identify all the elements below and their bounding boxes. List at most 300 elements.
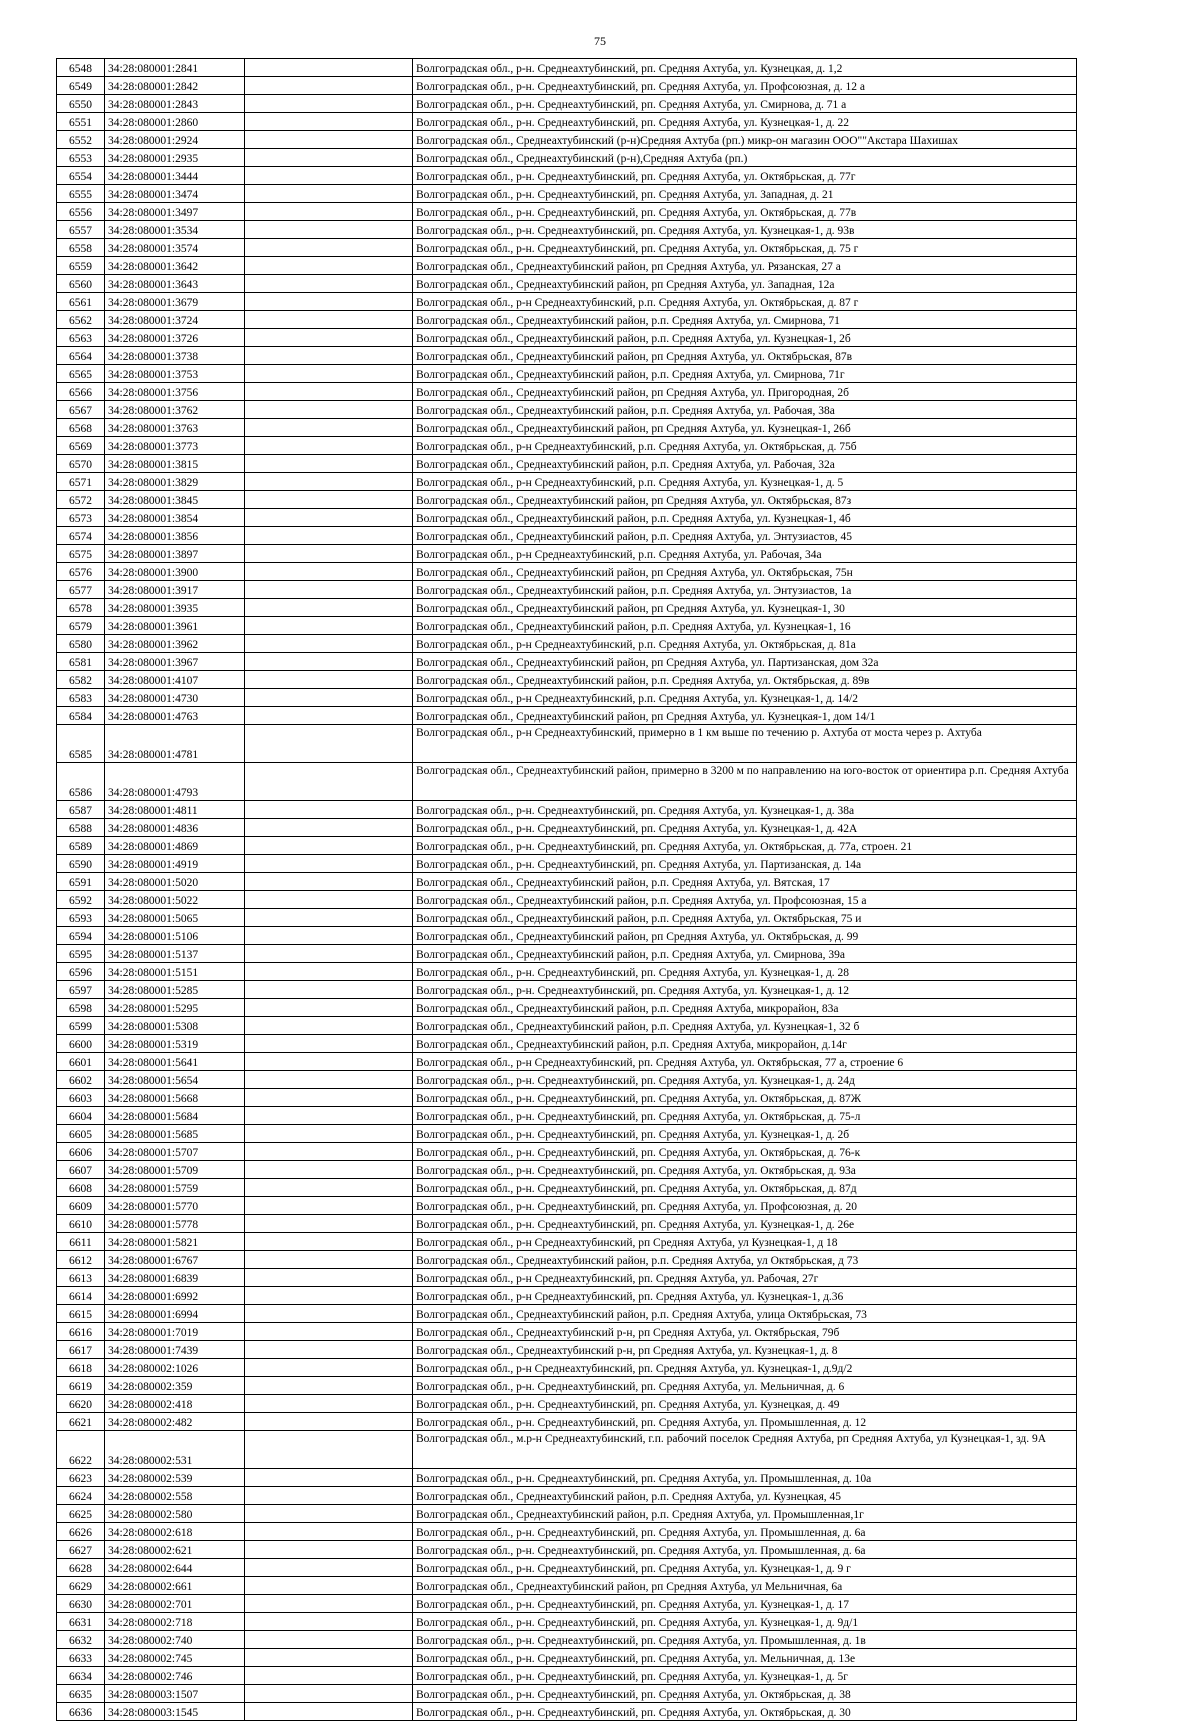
row-number: 6586: [57, 763, 105, 801]
address: Волгоградская обл., р-н. Среднеахтубинский, рп. Средняя Ахтуба, ул. Октябрьская, д. 77г: [413, 167, 1077, 185]
cadastral-number: 34:28:080002:740: [105, 1631, 245, 1649]
address: Волгоградская обл., р-н. Среднеахтубинский, рп. Средняя Ахтуба, ул. Мельничная, д. 13е: [413, 1649, 1077, 1667]
cadastral-number: 34:28:080002:618: [105, 1523, 245, 1541]
empty-cell: [245, 981, 413, 999]
cadastral-number: 34:28:080001:3753: [105, 365, 245, 383]
row-number: 6612: [57, 1251, 105, 1269]
table-row: [57, 1017, 1077, 1035]
row-number: 6624: [57, 1487, 105, 1505]
row-number: 6631: [57, 1613, 105, 1631]
cadastral-number: 34:28:080002:746: [105, 1667, 245, 1685]
empty-cell: [245, 185, 413, 203]
address: Волгоградская обл., м.р-н Среднеахтубинский, г.п. рабочий поселок Средняя Ахтуба, рп Средняя Ахтуба, ул Кузнецкая-1, зд. 9А: [413, 1431, 1077, 1469]
table-row: [57, 1269, 1077, 1287]
cadastral-number: 34:28:080001:5709: [105, 1161, 245, 1179]
table-row: [57, 131, 1077, 149]
address: Волгоградская обл., р-н. Среднеахтубинский, рп. Средняя Ахтуба, ул. Кузнецкая-1, д. 38а: [413, 801, 1077, 819]
page-number: 75: [594, 34, 606, 48]
address: Волгоградская обл., Среднеахтубинский район, рп Средняя Ахтуба, ул. Октябрьская, 87з: [413, 491, 1077, 509]
row-number: 6603: [57, 1089, 105, 1107]
table-row: [57, 1053, 1077, 1071]
cadastral-number: 34:28:080002:539: [105, 1469, 245, 1487]
address: Волгоградская обл., Среднеахтубинский район, рп Средняя Ахтуба, ул. Партизанская, дом 32а: [413, 653, 1077, 671]
row-number: 6574: [57, 527, 105, 545]
table-row: [57, 1523, 1077, 1541]
address: Волгоградская обл., р-н. Среднеахтубинский, рп. Средняя Ахтуба, ул. Кузнецкая-1, д. 5г: [413, 1667, 1077, 1685]
table-row: [57, 1667, 1077, 1685]
cadastral-number: 34:28:080002:621: [105, 1541, 245, 1559]
table-row: [57, 419, 1077, 437]
address: Волгоградская обл., Среднеахтубинский район, рп Средняя Ахтуба, ул. Западная, 12а: [413, 275, 1077, 293]
address: Волгоградская обл., р-н Среднеахтубинский, рп. Средняя Ахтуба, ул. Кузнецкая-1, д.9д/2: [413, 1359, 1077, 1377]
table-row: [57, 1541, 1077, 1559]
table-row: [57, 1359, 1077, 1377]
empty-cell: [245, 1233, 413, 1251]
cadastral-number: 34:28:080001:5654: [105, 1071, 245, 1089]
table-row: [57, 1395, 1077, 1413]
address: Волгоградская обл., р-н Среднеахтубинский, р.п. Средняя Ахтуба, ул. Октябрьская, д. 75б: [413, 437, 1077, 455]
empty-cell: [245, 763, 413, 801]
address: Волгоградская обл., р-н. Среднеахтубинский, рп. Средняя Ахтуба, ул. Кузнецкая-1, д. 22: [413, 113, 1077, 131]
empty-cell: [245, 545, 413, 563]
cadastral-number: 34:28:080001:5641: [105, 1053, 245, 1071]
empty-cell: [245, 873, 413, 891]
address: Волгоградская обл., р-н. Среднеахтубинский, рп. Средняя Ахтуба, ул. Промышленная, д. 12: [413, 1413, 1077, 1431]
table-row: [57, 945, 1077, 963]
empty-cell: [245, 1469, 413, 1487]
table-row: [57, 1703, 1077, 1721]
address: Волгоградская обл., Среднеахтубинский район, рп Средняя Ахтуба, ул. Пригородная, 2б: [413, 383, 1077, 401]
address: Волгоградская обл., р-н Среднеахтубинский, рп. Средняя Ахтуба, ул. Кузнецкая-1, д.36: [413, 1287, 1077, 1305]
empty-cell: [245, 1053, 413, 1071]
row-number: 6592: [57, 891, 105, 909]
row-number: 6618: [57, 1359, 105, 1377]
address: Волгоградская обл., р-н Среднеахтубинский, рп. Средняя Ахтуба, ул. Рабочая, 27г: [413, 1269, 1077, 1287]
cadastral-number: 34:28:080001:5065: [105, 909, 245, 927]
address: Волгоградская обл., р-н Среднеахтубинский, р.п. Средняя Ахтуба, ул. Октябрьская, д. 87 г: [413, 293, 1077, 311]
table-row: [57, 855, 1077, 873]
table-row: [57, 329, 1077, 347]
cadastral-number: 34:28:080001:4781: [105, 725, 245, 763]
cadastral-number: 34:28:080003:1507: [105, 1685, 245, 1703]
row-number: 6557: [57, 221, 105, 239]
cadastral-number: 34:28:080001:7439: [105, 1341, 245, 1359]
table-row: [57, 1233, 1077, 1251]
table-row: [57, 185, 1077, 203]
table-row: [57, 927, 1077, 945]
table-row: [57, 581, 1077, 599]
row-number: 6602: [57, 1071, 105, 1089]
table-row: [57, 383, 1077, 401]
address: Волгоградская обл., р-н. Среднеахтубинский, рп. Средняя Ахтуба, ул. Кузнецкая-1, д. 26е: [413, 1215, 1077, 1233]
table-row: [57, 1089, 1077, 1107]
row-number: 6571: [57, 473, 105, 491]
table-row: [57, 401, 1077, 419]
cadastral-number: 34:28:080001:4811: [105, 801, 245, 819]
empty-cell: [245, 239, 413, 257]
row-number: 6601: [57, 1053, 105, 1071]
row-number: 6619: [57, 1377, 105, 1395]
cadastral-number: 34:28:080002:701: [105, 1595, 245, 1613]
row-number: 6563: [57, 329, 105, 347]
cadastral-number: 34:28:080001:5295: [105, 999, 245, 1017]
address: Волгоградская обл., р-н. Среднеахтубинский, рп. Средняя Ахтуба, ул. Кузнецкая, д. 1,2: [413, 59, 1077, 77]
table-row: [57, 707, 1077, 725]
address: Волгоградская обл., р-н. Среднеахтубинский, рп. Средняя Ахтуба, ул. Октябрьская, д. 77в: [413, 203, 1077, 221]
address: Волгоградская обл., р-н. Среднеахтубинский, рп. Средняя Ахтуба, ул. Западная, д. 21: [413, 185, 1077, 203]
empty-cell: [245, 1631, 413, 1649]
table-row: [57, 455, 1077, 473]
table-row: [57, 1143, 1077, 1161]
cadastral-number: 34:28:080002:644: [105, 1559, 245, 1577]
address: Волгоградская обл., р-н. Среднеахтубинский, рп. Средняя Ахтуба, ул. Октябрьская, д. 75 г: [413, 239, 1077, 257]
row-number: 6576: [57, 563, 105, 581]
address: Волгоградская обл., Среднеахтубинский район, р.п. Средняя Ахтуба, ул. Октябрьская, д. 89в: [413, 671, 1077, 689]
address: Волгоградская обл., р-н. Среднеахтубинский, рп. Средняя Ахтуба, ул. Октябрьская, д. 87Ж: [413, 1089, 1077, 1107]
cadastral-number: 34:28:080001:5778: [105, 1215, 245, 1233]
empty-cell: [245, 1107, 413, 1125]
cadastral-number: 34:28:080001:4107: [105, 671, 245, 689]
table-row: [57, 311, 1077, 329]
empty-cell: [245, 999, 413, 1017]
cadastral-number: 34:28:080001:3773: [105, 437, 245, 455]
table-row: [57, 689, 1077, 707]
address: Волгоградская обл., Среднеахтубинский район, примерно в 3200 м по направлению на юго-восток от ориентира р.п. Средняя Ахтуба: [413, 763, 1077, 801]
cadastral-number: 34:28:080001:3756: [105, 383, 245, 401]
empty-cell: [245, 617, 413, 635]
address: Волгоградская обл., Среднеахтубинский р-н, рп Средняя Ахтуба, ул. Кузнецкая-1, д. 8: [413, 1341, 1077, 1359]
table-row: [57, 1215, 1077, 1233]
address: Волгоградская обл., Среднеахтубинский район, р.п. Средняя Ахтуба, ул. Рабочая, 38а: [413, 401, 1077, 419]
row-number: 6636: [57, 1703, 105, 1721]
cadastral-number: 34:28:080001:3815: [105, 455, 245, 473]
row-number: 6554: [57, 167, 105, 185]
table-row: [57, 1251, 1077, 1269]
row-number: 6635: [57, 1685, 105, 1703]
address: Волгоградская обл., р-н. Среднеахтубинский, рп. Средняя Ахтуба, ул. Профсоюзная, д. 20: [413, 1197, 1077, 1215]
table-row: [57, 1431, 1077, 1469]
empty-cell: [245, 455, 413, 473]
cadastral-number: 34:28:080001:3763: [105, 419, 245, 437]
address: Волгоградская обл., р-н. Среднеахтубинский, рп. Средняя Ахтуба, ул. Кузнецкая-1, д. 17: [413, 1595, 1077, 1613]
empty-cell: [245, 1089, 413, 1107]
row-number: 6569: [57, 437, 105, 455]
empty-cell: [245, 365, 413, 383]
empty-cell: [245, 1685, 413, 1703]
table-row: [57, 203, 1077, 221]
table-row: [57, 1161, 1077, 1179]
cadastral-number: 34:28:080001:6767: [105, 1251, 245, 1269]
cadastral-number: 34:28:080001:3961: [105, 617, 245, 635]
row-number: 6625: [57, 1505, 105, 1523]
row-number: 6558: [57, 239, 105, 257]
table-row: [57, 1469, 1077, 1487]
empty-cell: [245, 689, 413, 707]
address: Волгоградская обл., Среднеахтубинский район, р.п. Средняя Ахтуба, ул. Промышленная,1г: [413, 1505, 1077, 1523]
table-row: [57, 1197, 1077, 1215]
row-number: 6590: [57, 855, 105, 873]
table-row: [57, 1323, 1077, 1341]
cadastral-number: 34:28:080002:418: [105, 1395, 245, 1413]
row-number: 6613: [57, 1269, 105, 1287]
empty-cell: [245, 707, 413, 725]
table-row: [57, 1577, 1077, 1595]
cadastral-number: 34:28:080002:558: [105, 1487, 245, 1505]
row-number: 6617: [57, 1341, 105, 1359]
cadastral-number: 34:28:080001:3726: [105, 329, 245, 347]
empty-cell: [245, 653, 413, 671]
empty-cell: [245, 855, 413, 873]
row-number: 6575: [57, 545, 105, 563]
address: Волгоградская обл., Среднеахтубинский район, р.п. Средняя Ахтуба, ул. Кузнецкая-1, 16: [413, 617, 1077, 635]
empty-cell: [245, 1649, 413, 1667]
table-row: [57, 725, 1077, 763]
address: Волгоградская обл., Среднеахтубинский район, р.п. Средняя Ахтуба, ул. Профсоюзная, 15 а: [413, 891, 1077, 909]
empty-cell: [245, 419, 413, 437]
address: Волгоградская обл., р-н. Среднеахтубинский, рп. Средняя Ахтуба, ул. Кузнецкая-1, д. 24д: [413, 1071, 1077, 1089]
address: Волгоградская обл., р-н. Среднеахтубинский, рп. Средняя Ахтуба, ул. Октябрьская, д. 30: [413, 1703, 1077, 1721]
cadastral-number: 34:28:080001:5685: [105, 1125, 245, 1143]
table-row: [57, 873, 1077, 891]
address: Волгоградская обл., Среднеахтубинский район, р.п. Средняя Ахтуба, ул. Кузнецкая-1, 2б: [413, 329, 1077, 347]
row-number: 6615: [57, 1305, 105, 1323]
table-row: [57, 1487, 1077, 1505]
row-number: 6560: [57, 275, 105, 293]
cadastral-number: 34:28:080001:3474: [105, 185, 245, 203]
address: Волгоградская обл., Среднеахтубинский район, рп Средняя Ахтуба, ул. Кузнецкая-1, 30: [413, 599, 1077, 617]
empty-cell: [245, 329, 413, 347]
table-row: [57, 1413, 1077, 1431]
row-number: 6634: [57, 1667, 105, 1685]
table-row: [57, 963, 1077, 981]
row-number: 6582: [57, 671, 105, 689]
cadastral-number: 34:28:080001:5821: [105, 1233, 245, 1251]
empty-cell: [245, 963, 413, 981]
table-row: [57, 1305, 1077, 1323]
cadastral-number: 34:28:080002:531: [105, 1431, 245, 1469]
cadastral-number: 34:28:080001:3738: [105, 347, 245, 365]
table-row: [57, 221, 1077, 239]
table-row: [57, 167, 1077, 185]
table-row: [57, 1559, 1077, 1577]
row-number: 6550: [57, 95, 105, 113]
row-number: 6620: [57, 1395, 105, 1413]
address: Волгоградская обл., р-н. Среднеахтубинский, рп. Средняя Ахтуба, ул. Мельничная, д. 6: [413, 1377, 1077, 1395]
address: Волгоградская обл., Среднеахтубинский район, р.п. Средняя Ахтуба, ул. Кузнецкая-1, 4б: [413, 509, 1077, 527]
row-number: 6591: [57, 873, 105, 891]
empty-cell: [245, 149, 413, 167]
table-row: [57, 635, 1077, 653]
address: Волгоградская обл., Среднеахтубинский район, р.п. Средняя Ахтуба, ул. Вятская, 17: [413, 873, 1077, 891]
row-number: 6627: [57, 1541, 105, 1559]
empty-cell: [245, 725, 413, 763]
address: Волгоградская обл., р-н. Среднеахтубинский, рп. Средняя Ахтуба, ул. Октябрьская, д. 75-л: [413, 1107, 1077, 1125]
cadastral-number: 34:28:080001:3724: [105, 311, 245, 329]
empty-cell: [245, 1035, 413, 1053]
address: Волгоградская обл., р-н. Среднеахтубинский, рп. Средняя Ахтуба, ул. Кузнецкая, д. 49: [413, 1395, 1077, 1413]
empty-cell: [245, 131, 413, 149]
table-row: [57, 563, 1077, 581]
table-row: [57, 801, 1077, 819]
row-number: 6555: [57, 185, 105, 203]
row-number: 6553: [57, 149, 105, 167]
row-number: 6597: [57, 981, 105, 999]
address: Волгоградская обл., р-н. Среднеахтубинский, рп. Средняя Ахтуба, ул. Профсоюзная, д. 12 а: [413, 77, 1077, 95]
empty-cell: [245, 59, 413, 77]
empty-cell: [245, 563, 413, 581]
address: Волгоградская обл., р-н Среднеахтубинский, р.п. Средняя Ахтуба, ул. Рабочая, 34а: [413, 545, 1077, 563]
table-row: [57, 527, 1077, 545]
row-number: 6561: [57, 293, 105, 311]
cadastral-number: 34:28:080001:6992: [105, 1287, 245, 1305]
address: Волгоградская обл., р-н. Среднеахтубинский, рп. Средняя Ахтуба, ул. Октябрьская, д. 93а: [413, 1161, 1077, 1179]
empty-cell: [245, 347, 413, 365]
address: Волгоградская обл., р-н Среднеахтубинский, рп Средняя Ахтуба, ул Кузнецкая-1, д 18: [413, 1233, 1077, 1251]
row-number: 6623: [57, 1469, 105, 1487]
empty-cell: [245, 1143, 413, 1161]
cadastral-number: 34:28:080001:3762: [105, 401, 245, 419]
address: Волгоградская обл., Среднеахтубинский район, рп Средняя Ахтуба, ул. Октябрьская, 87в: [413, 347, 1077, 365]
row-number: 6583: [57, 689, 105, 707]
cadastral-number: 34:28:080001:2843: [105, 95, 245, 113]
address: Волгоградская обл., р-н. Среднеахтубинский, рп. Средняя Ахтуба, ул. Кузнецкая-1, д. 28: [413, 963, 1077, 981]
address: Волгоградская обл., р-н Среднеахтубинский, р.п. Средняя Ахтуба, ул. Кузнецкая-1, д. 14/2: [413, 689, 1077, 707]
empty-cell: [245, 581, 413, 599]
address: Волгоградская обл., Среднеахтубинский район, рп Средняя Ахтуба, ул Мельничная, 6а: [413, 1577, 1077, 1595]
empty-cell: [245, 1595, 413, 1613]
address: Волгоградская обл., р-н. Среднеахтубинский, рп. Средняя Ахтуба, ул. Кузнецкая-1, д. 42А: [413, 819, 1077, 837]
row-number: 6614: [57, 1287, 105, 1305]
address: Волгоградская обл., Среднеахтубинский район, р.п. Средняя Ахтуба, ул Октябрьская, д 73: [413, 1251, 1077, 1269]
cadastral-number: 34:28:080001:5020: [105, 873, 245, 891]
address: Волгоградская обл., Среднеахтубинский район, р.п. Средняя Ахтуба, ул. Энтузиастов, 1а: [413, 581, 1077, 599]
empty-cell: [245, 311, 413, 329]
empty-cell: [245, 801, 413, 819]
address: Волгоградская обл., Среднеахтубинский район, р.п. Средняя Ахтуба, ул. Смирнова, 71: [413, 311, 1077, 329]
table-row: [57, 891, 1077, 909]
cadastral-number: 34:28:080001:3679: [105, 293, 245, 311]
cadastral-number: 34:28:080001:3642: [105, 257, 245, 275]
row-number: 6567: [57, 401, 105, 419]
table-row: [57, 909, 1077, 927]
empty-cell: [245, 77, 413, 95]
address: Волгоградская обл., р-н. Среднеахтубинский, рп. Средняя Ахтуба, ул. Кузнецкая-1, д. 9д/1: [413, 1613, 1077, 1631]
address: Волгоградская обл., р-н. Среднеахтубинский, рп. Средняя Ахтуба, ул. Октябрьская, д. 77а, строен. 21: [413, 837, 1077, 855]
cadastral-number: 34:28:080001:3962: [105, 635, 245, 653]
address: Волгоградская обл., р-н Среднеахтубинский, р.п. Средняя Ахтуба, ул. Кузнецкая-1, д. 5: [413, 473, 1077, 491]
row-number: 6600: [57, 1035, 105, 1053]
row-number: 6607: [57, 1161, 105, 1179]
row-number: 6573: [57, 509, 105, 527]
table-row: [57, 1377, 1077, 1395]
row-number: 6584: [57, 707, 105, 725]
empty-cell: [245, 909, 413, 927]
table-row: [57, 473, 1077, 491]
row-number: 6587: [57, 801, 105, 819]
address: Волгоградская обл., р-н. Среднеахтубинский, рп. Средняя Ахтуба, ул. Промышленная, д. 6а: [413, 1541, 1077, 1559]
empty-cell: [245, 1667, 413, 1685]
table-row: [57, 491, 1077, 509]
row-number: 6599: [57, 1017, 105, 1035]
empty-cell: [245, 275, 413, 293]
cadastral-number: 34:28:080001:4730: [105, 689, 245, 707]
row-number: 6564: [57, 347, 105, 365]
empty-cell: [245, 1017, 413, 1035]
empty-cell: [245, 1359, 413, 1377]
address: Волгоградская обл., р-н. Среднеахтубинский, рп. Средняя Ахтуба, ул. Промышленная, д. 6а: [413, 1523, 1077, 1541]
table-row: [57, 1631, 1077, 1649]
address: Волгоградская обл., Среднеахтубинский район, р.п. Средняя Ахтуба, ул. Кузнецкая, 45: [413, 1487, 1077, 1505]
row-number: 6551: [57, 113, 105, 131]
address: Волгоградская обл., Среднеахтубинский район, р.п. Средняя Ахтуба, ул. Кузнецкая-1, 32 б: [413, 1017, 1077, 1035]
row-number: 6626: [57, 1523, 105, 1541]
table-row: [57, 365, 1077, 383]
empty-cell: [245, 1161, 413, 1179]
row-number: 6556: [57, 203, 105, 221]
row-number: 6566: [57, 383, 105, 401]
row-number: 6632: [57, 1631, 105, 1649]
row-number: 6552: [57, 131, 105, 149]
empty-cell: [245, 1431, 413, 1469]
cadastral-number: 34:28:080001:3643: [105, 275, 245, 293]
address: Волгоградская обл., Среднеахтубинский район, р.п. Средняя Ахтуба, микрорайон, 83а: [413, 999, 1077, 1017]
cadastral-number: 34:28:080003:1545: [105, 1703, 245, 1721]
cadastral-number: 34:28:080001:3497: [105, 203, 245, 221]
cadastral-number: 34:28:080001:4763: [105, 707, 245, 725]
empty-cell: [245, 1395, 413, 1413]
table-row: [57, 1107, 1077, 1125]
row-number: 6598: [57, 999, 105, 1017]
table-row: [57, 1613, 1077, 1631]
cadastral-number: 34:28:080001:5151: [105, 963, 245, 981]
address: Волгоградская обл., р-н Среднеахтубинский, рп. Средняя Ахтуба, ул. Октябрьская, 77 а, строение 6: [413, 1053, 1077, 1071]
cadastral-number: 34:28:080001:2841: [105, 59, 245, 77]
empty-cell: [245, 1179, 413, 1197]
cadastral-number: 34:28:080001:7019: [105, 1323, 245, 1341]
address: Волгоградская обл., Среднеахтубинский район, рп Средняя Ахтуба, ул. Кузнецкая-1, 26б: [413, 419, 1077, 437]
registry-table: [56, 58, 1077, 1721]
cadastral-number: 34:28:080001:5770: [105, 1197, 245, 1215]
address: Волгоградская обл., Среднеахтубинский р-н, рп Средняя Ахтуба, ул. Октябрьская, 79б: [413, 1323, 1077, 1341]
cadastral-number: 34:28:080001:5707: [105, 1143, 245, 1161]
address: Волгоградская обл., Среднеахтубинский район, р.п. Средняя Ахтуба, улица Октябрьская, 73: [413, 1305, 1077, 1323]
table-row: [57, 981, 1077, 999]
table-row: [57, 77, 1077, 95]
address: Волгоградская обл., р-н Среднеахтубинский, р.п. Средняя Ахтуба, ул. Октябрьская, д. 81а: [413, 635, 1077, 653]
empty-cell: [245, 1523, 413, 1541]
cadastral-number: 34:28:080001:5684: [105, 1107, 245, 1125]
address: Волгоградская обл., Среднеахтубинский район, р.п. Средняя Ахтуба, ул. Октябрьская, 75 и: [413, 909, 1077, 927]
cadastral-number: 34:28:080001:3917: [105, 581, 245, 599]
empty-cell: [245, 473, 413, 491]
row-number: 6629: [57, 1577, 105, 1595]
cadastral-number: 34:28:080001:6839: [105, 1269, 245, 1287]
empty-cell: [245, 113, 413, 131]
address: Волгоградская обл., р-н. Среднеахтубинский, рп. Средняя Ахтуба, ул. Промышленная, д. 10а: [413, 1469, 1077, 1487]
table-row: [57, 617, 1077, 635]
empty-cell: [245, 1413, 413, 1431]
empty-cell: [245, 635, 413, 653]
empty-cell: [245, 1323, 413, 1341]
row-number: 6595: [57, 945, 105, 963]
empty-cell: [245, 1269, 413, 1287]
address: Волгоградская обл., р-н. Среднеахтубинский, рп. Средняя Ахтуба, ул. Октябрьская, д. 38: [413, 1685, 1077, 1703]
empty-cell: [245, 819, 413, 837]
table-row: [57, 1179, 1077, 1197]
row-number: 6596: [57, 963, 105, 981]
cadastral-number: 34:28:080001:5759: [105, 1179, 245, 1197]
empty-cell: [245, 437, 413, 455]
